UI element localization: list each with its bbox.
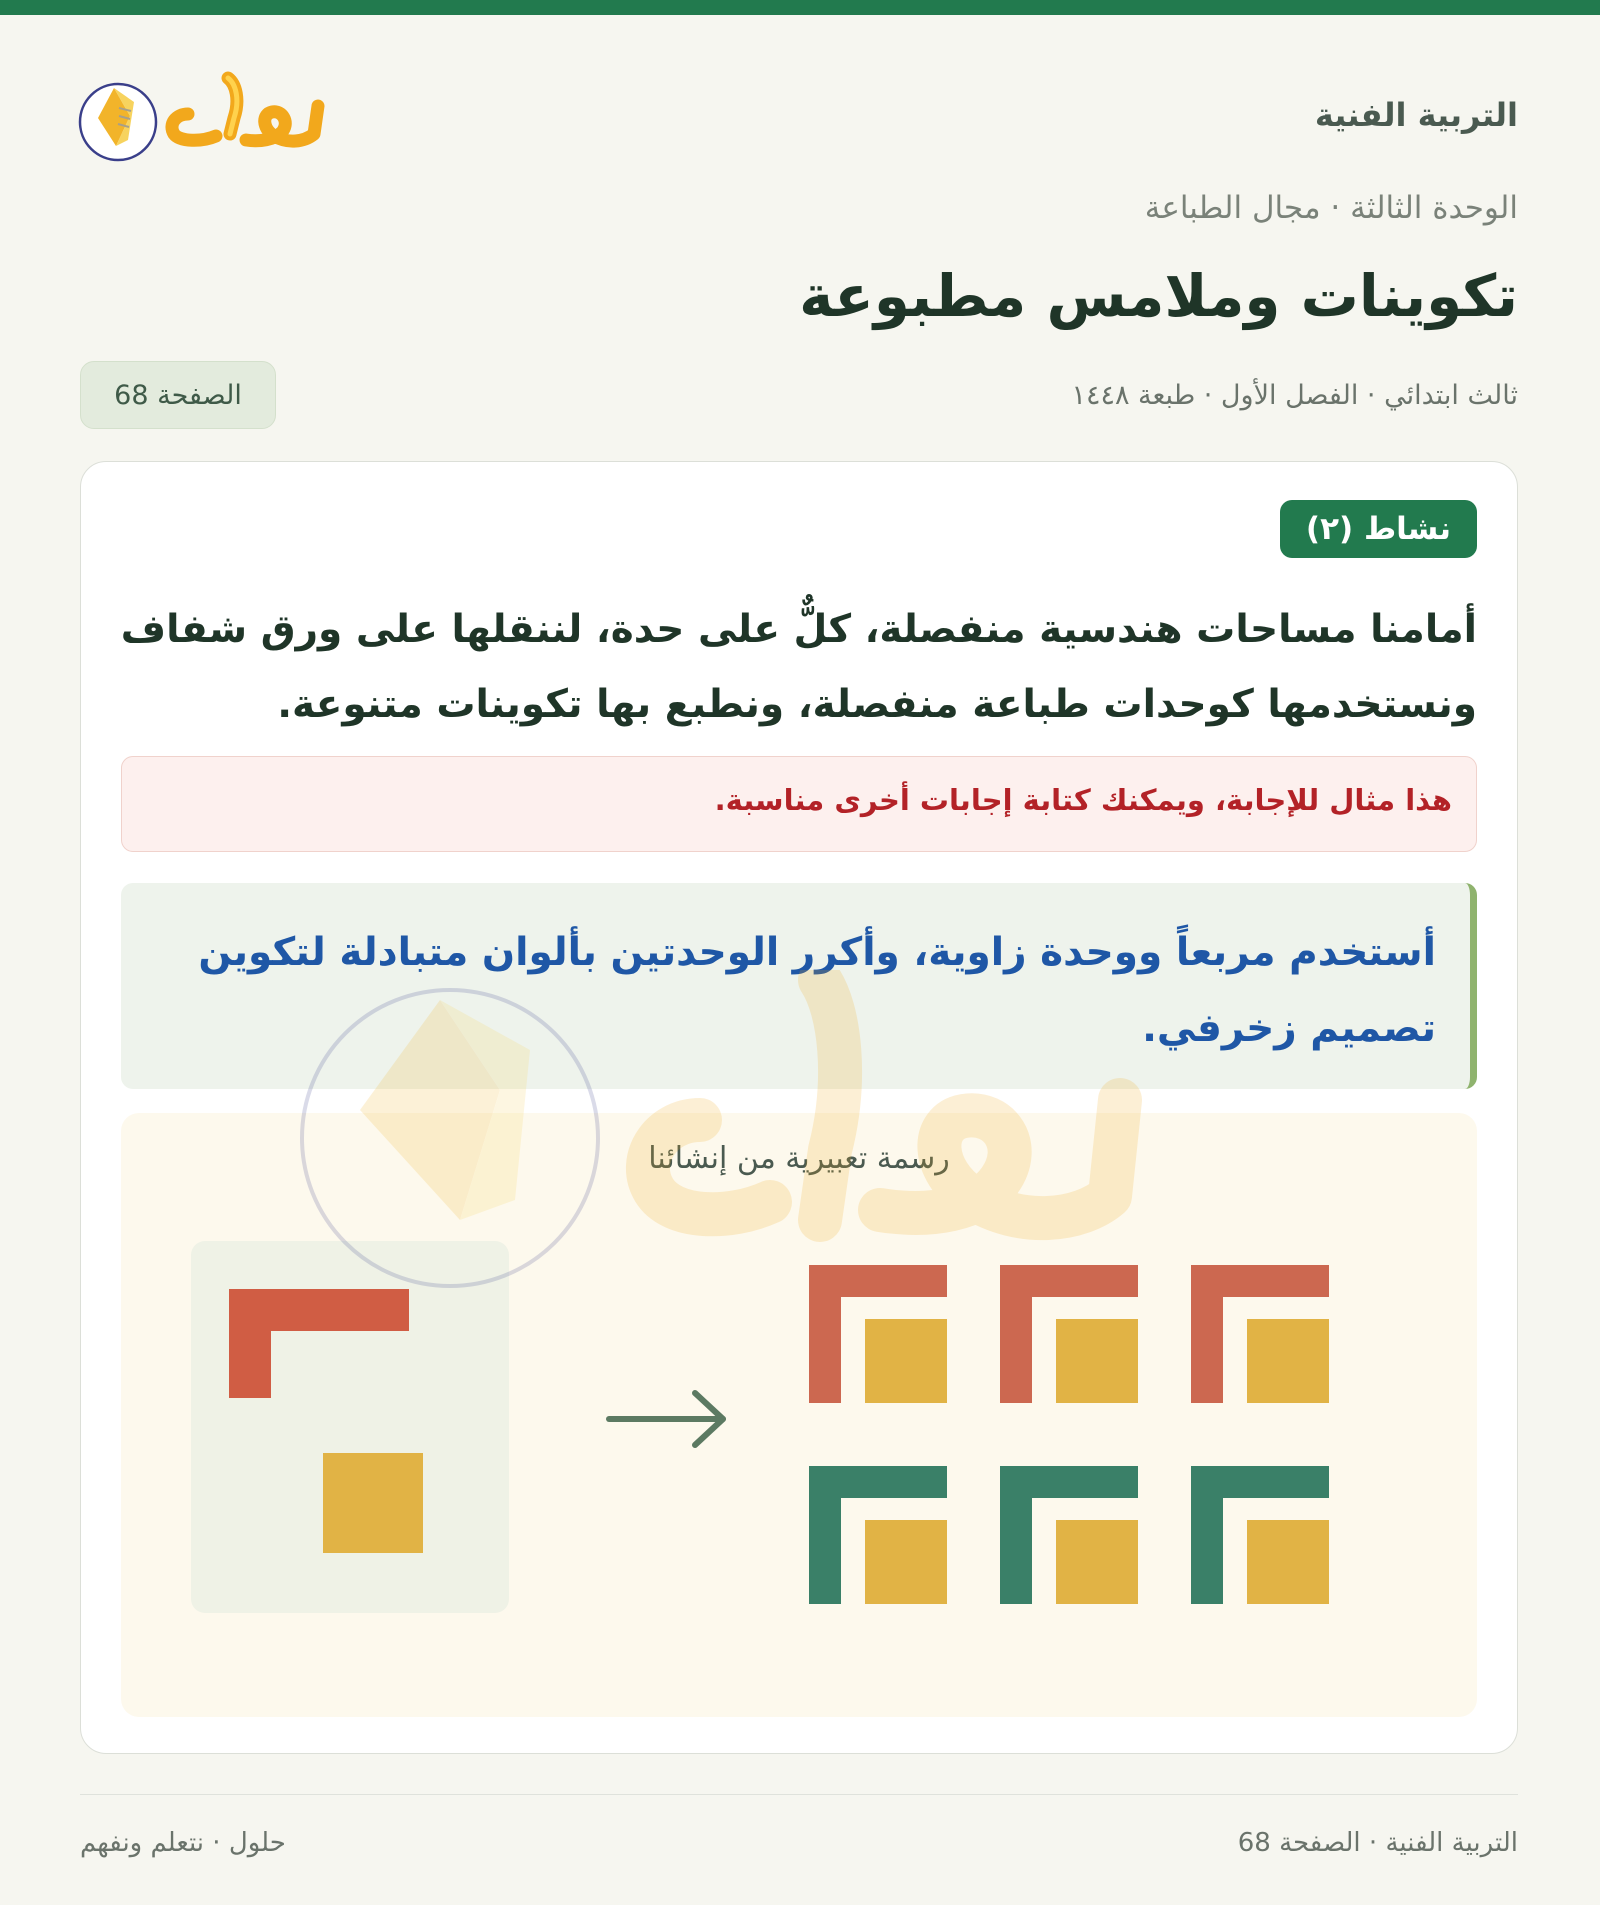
activity-badge: نشاط (٢)	[1280, 500, 1477, 558]
pattern-square	[1056, 1520, 1138, 1604]
grade-meta: ثالث ابتدائي · الفصل الأول · طبعة ١٤٤٨	[1071, 380, 1518, 411]
footer-page-info: التربية الفنية · الصفحة 68	[1237, 1828, 1518, 1858]
illustration-area	[121, 1113, 1477, 1717]
activity-card	[80, 461, 1518, 1754]
answer-text: أستخدم مربعاً ووحدة زاوية، وأكرر الوحدتين بألوان متبادلة لتكوين تصميم زخرفي.	[198, 930, 1436, 1051]
pattern-square	[1247, 1319, 1329, 1403]
activity-instruction: أمامنا مساحات هندسية منفصلة، كلٌّ على حدة، لننقلها على ورق شفاف ونستخدمها كوحدات طباعة منفصلة، ونطبع بها تكوينات متنوعة.	[120, 607, 1477, 727]
example-note-text: هذا مثال للإجابة، ويمكنك كتابة إجابات أخرى مناسبة.	[714, 783, 1452, 817]
square-unit	[323, 1453, 423, 1553]
footer-brand: حلول · نتعلم ونفهم	[80, 1828, 286, 1858]
top-accent-bar	[0, 0, 1600, 15]
pattern-row-green	[809, 1466, 1329, 1604]
lesson-title: تكوينات وملامس مطبوعة	[799, 262, 1518, 330]
pattern-square	[1056, 1319, 1138, 1403]
pattern-square	[1247, 1520, 1329, 1604]
footer-divider	[80, 1794, 1518, 1795]
unit-label: الوحدة الثالثة · مجال الطباعة	[1144, 190, 1518, 226]
subject-title: التربية الفنية	[1314, 96, 1518, 134]
pattern-square	[865, 1319, 947, 1403]
page-number-badge: الصفحة 68	[80, 361, 276, 429]
print-units-illustration	[121, 1113, 1477, 1717]
answer-box	[121, 883, 1477, 1089]
pattern-square	[865, 1520, 947, 1604]
example-note	[121, 756, 1477, 852]
hulul-logo	[78, 62, 328, 170]
pattern-row-red	[809, 1265, 1329, 1403]
arrow-right-icon	[609, 1393, 723, 1445]
illustration-caption: رسمة تعبيرية من إنشائنا	[648, 1141, 950, 1176]
